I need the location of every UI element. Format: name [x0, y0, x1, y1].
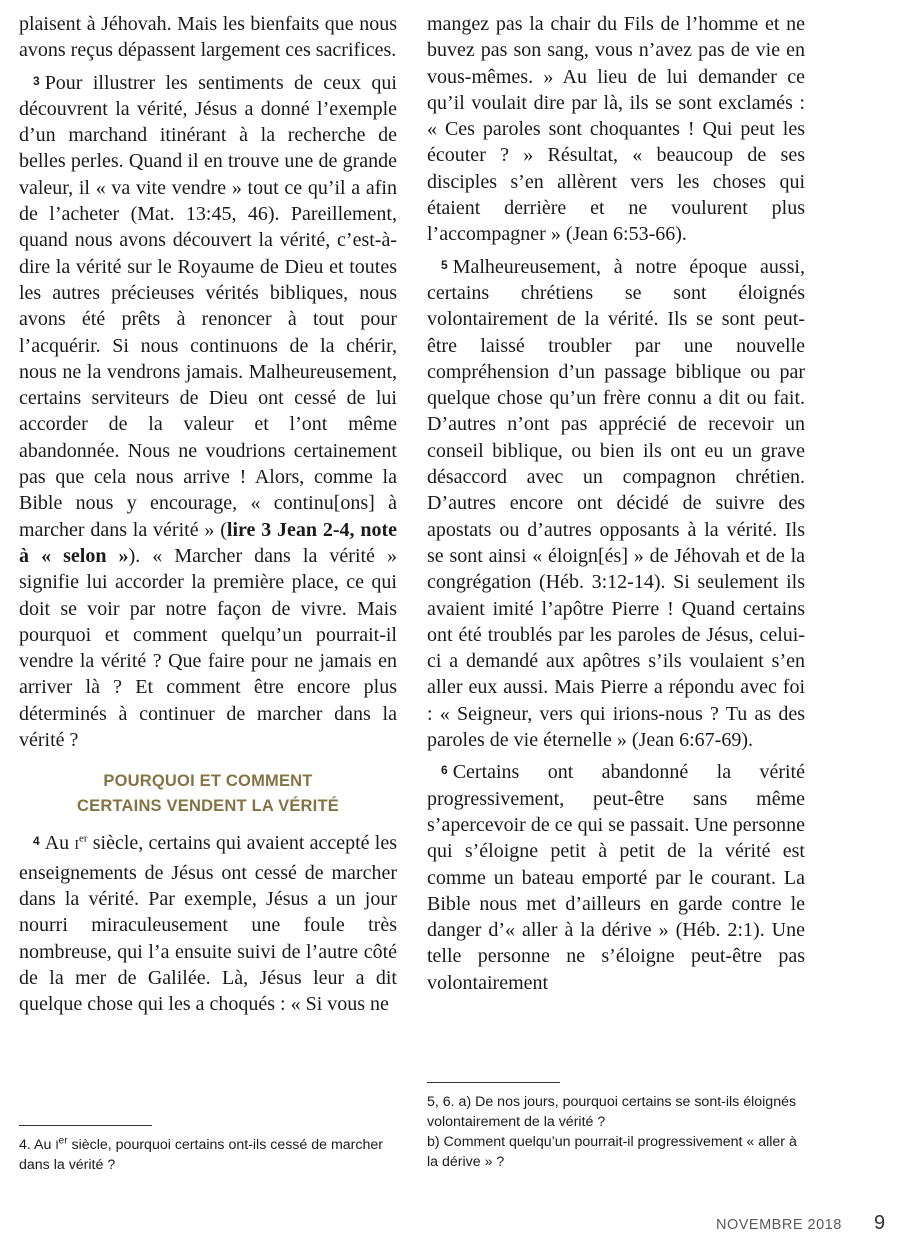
section-heading-line: POURQUOI ET COMMENT — [103, 772, 313, 791]
roman-numeral: I — [74, 838, 80, 854]
page-number: 9 — [874, 1212, 886, 1234]
paragraph-6 — [427, 757, 805, 996]
paragraph-continuation — [427, 11, 805, 248]
paragraph-text: siècle, certains qui avaient accepté les enseignements de Jésus ont cessé de marcher dans la vérité. Par exemple, Jésus a un jour nourri miraculeusement une foule très nombreuse, qui l’a ensuite suivi de l’autre côté de la mer de Galilée. Là, Jésus leur a dit quelque chose qui les a choqués : « Si vous ne — [19, 832, 397, 1016]
ordinal-superscript: er — [58, 1135, 68, 1147]
paragraph-text: ). « Marcher dans la vérité » signifie lui accorder la première place, ce qui doit se voir par notre façon de vivre. Mais pourquoi et comment quelqu’un pourrait-il vendre la vérité ? Que faire pour ne jamais en arriver là ? Et comment être encore plus déterminés à continuer de marcher dans la vérité ? — [19, 544, 398, 752]
paragraph-text: Malheureusement, à notre époque aussi, certains chrétiens se sont éloignés volontairement de la vérité. Ils se sont peut-être laissé troubler par une nouvelle compréhension d’un passage biblique ou par quelque chose qu’un frère connu a dit ou fait. D’autres n’ont pas apprécié de recevoir un conseil biblique, ou bien ils ont eu un grave désaccord avec un compagnon chrétien. D’autres encore ont décidé de suivre des apostats ou d’autres opposants à la vérité. Ils se sont ainsi « éloign[és] » de Jéhovah et de la congrégation (Héb. 3:12-14). Si seulement ils avaient imité l’apôtre Pierre ! Quand certains ont été troublés par les paroles de Jésus, celui-ci a demandé aux apôtres s’ils voulaient s’en aller eux aussi. Mais Pierre a répondu avec foi : « Seigneur, vers qui irions-nous ? Tu as des paroles de vie éternelle » (Jean 6:67-69). — [427, 255, 805, 752]
paragraph-text: plaisent à Jéhovah. Mais les bienfaits que nous avons reçus dépassent largement ces sacrifices. — [19, 13, 397, 62]
footnote-question-b: b) Comment quelqu’un pourrait-il progressivement « aller à la dérive » ? — [427, 1134, 797, 1170]
left-column — [19, 11, 397, 1017]
paragraph-number: 4 — [33, 834, 40, 849]
paragraph-text: Au — [44, 832, 75, 855]
footnote-text: Au — [30, 1137, 56, 1153]
paragraph-4 — [19, 828, 397, 1017]
paragraph-3 — [19, 68, 397, 754]
issue-date: NOVEMBRE 2018 — [716, 1217, 842, 1233]
paragraph-text: mangez pas la chair du Fils de l’homme et ne buvez pas son sang, vous n’avez pas de vie en vous-mêmes. » Au lieu de lui demander ce qu’il voulait dire par là, ils se sont exclamés : « Ces paroles sont choquantes ! Qui peut les écouter ? » Résultat, « beaucoup de ses disciples s’en allèrent vers les choses qui étaient derrière et ne voulurent plus l’accompagner » (Jean 6:53-66). — [427, 13, 805, 246]
paragraph-number: 3 — [33, 73, 40, 88]
footnote-divider-right — [427, 1082, 560, 1083]
footnote-divider-left — [19, 1125, 152, 1126]
paragraph-text: Certains ont abandonné la vérité progressivement, peut-être sans même s’apercevoir de ce qui se passait. Une personne qui s’éloigne petit à petit de la vérité est comme un bateau emporté par le courant. La Bible nous met d’ailleurs en garde contre le danger d’« aller à la dérive » (Héb. 2:1). Une telle personne ne s’éloigne peut-être pas volontairement — [427, 761, 805, 994]
footnote-text: a) De nos jours, pourquoi certains se sont-ils éloignés volontairement de la vérité ? — [427, 1094, 797, 1130]
paragraph-continuation — [19, 11, 397, 64]
paragraph-number: 6 — [441, 763, 448, 778]
footnote-left — [19, 1135, 399, 1175]
roman-numeral: I — [55, 1138, 59, 1152]
footnote-question-a — [427, 1092, 807, 1132]
paragraph-5 — [427, 252, 805, 754]
footnote-right — [427, 1092, 807, 1172]
right-column — [427, 11, 805, 996]
paragraph-text: Pour illustrer les sentiments de ceux qui découvrent la vérité, Jésus a donné l’exemple d’un marchand itinérant à la recherche de belles perles. Quand il en trouve une de grande valeur, il « va vite vendre » tout ce qu’il a afin de l’acheter (Mat. 13:45, 46). Pareillement, quand nous avons découvert la vérité, c’est-à-dire la vérité sur le Royaume de Dieu et toutes les autres précieuses vérités bibliques, nous avons été prêts à renoncer à tout pour l’acquérir. Si nous continuons de la chérir, nous ne la vendrons jamais. Malheureusement, certains serviteurs de Dieu ont cessé de lui accorder de la valeur et l’ont même abandonnée. Nous ne voudrions certainement pas que cela nous arrive ! Alors, comme la Bible nous y encourage, « continu[ons] à marcher dans la vérité » ( — [19, 71, 397, 541]
footnote-text: siècle, pourquoi certains ont-ils cessé de marcher dans la vérité ? — [19, 1137, 383, 1173]
footnote-number: 4. — [19, 1137, 31, 1153]
footnote-number: 5, 6. — [427, 1094, 455, 1110]
paragraph-number: 5 — [441, 257, 448, 272]
section-heading — [19, 769, 397, 819]
ordinal-superscript: er — [79, 832, 88, 845]
scripture-reading-reference: lire 3 Jean 2-4, note à « selon » — [19, 518, 397, 567]
section-heading-line: CERTAINS VENDENT LA VÉRITÉ — [77, 797, 339, 816]
